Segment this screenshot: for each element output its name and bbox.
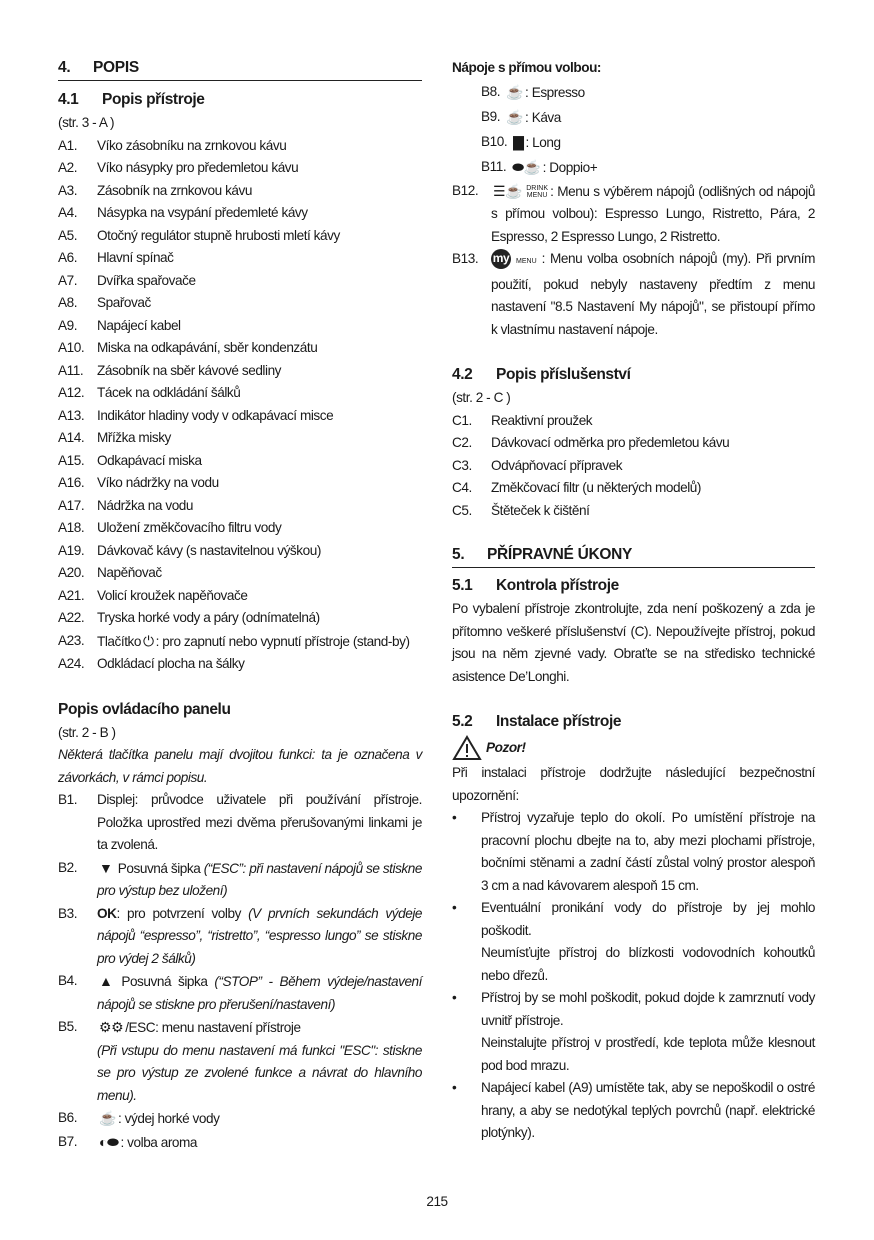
panel-item <box>58 1107 422 1131</box>
item-label: A5. <box>58 227 78 243</box>
list-item <box>58 135 422 158</box>
bullet-text: Napájecí kabel (A9) umístěte tak, aby se nepoškodil o ostré hrany, a aby se nedotýkal teplých povrchů (např. elektrické plotýnky). <box>481 1080 815 1140</box>
item-label: A23. <box>58 632 85 648</box>
item-label: A3. <box>58 182 78 198</box>
page-number: 215 <box>426 1194 448 1209</box>
item-label: A15. <box>58 452 85 468</box>
item-label: A21. <box>58 587 85 603</box>
item-text: Napájecí kabel <box>97 317 181 333</box>
section-number: 4.1 <box>58 91 79 108</box>
settings-gears-icon: ⚙⚙ <box>99 1019 124 1035</box>
installation-intro: Při instalaci přístroje dodržujte následující bezpečnostní upozornění: <box>452 765 815 803</box>
item-text: Mřížka misky <box>97 430 171 445</box>
item-label: B11. <box>481 158 507 174</box>
my-menu-icon <box>491 251 537 266</box>
item-label: A13. <box>58 407 85 423</box>
item-label: B3. <box>58 905 78 921</box>
bullet-item <box>452 1077 815 1145</box>
item-text: : Doppio+ <box>542 159 598 175</box>
panel-item <box>58 970 422 1016</box>
item-text: Odvápňovací přípravek <box>491 457 623 473</box>
item-text: Tlačítko <box>97 633 141 649</box>
espresso-cup-icon: ☕ <box>506 83 524 100</box>
item-text: Displej: průvodce uživatele při používání přístroje. Položka uprostřed mezi dvěma přerušovanými linkami je ta zvolená. <box>97 792 422 852</box>
warning-label: Pozor! <box>486 740 526 755</box>
list-item <box>58 202 422 225</box>
item-label: A6. <box>58 250 78 265</box>
bullet-text-cont: Neumísťujte přístroj do blízkosti vodovodních kohoutků nebo dřezů. <box>481 945 815 983</box>
drink-item <box>452 180 815 249</box>
list-item <box>58 607 422 630</box>
item-note: (V prvních sekundách výdeje nápojů “espresso”, “ristretto”, “espresso lungo” se stiskne pro výdej 2 šálků) <box>97 905 422 966</box>
item-label: A12. <box>58 385 85 400</box>
list-item <box>58 180 422 203</box>
item-label: C4. <box>452 480 472 495</box>
list-item <box>58 247 422 270</box>
item-label: B9. <box>481 108 501 124</box>
list-item <box>58 630 422 654</box>
item-text: Odkládací plocha na šálky <box>97 656 245 671</box>
bullet-item <box>452 897 815 987</box>
item-text: Víko zásobníku na zrnkovou kávu <box>97 137 287 153</box>
item-label: A17. <box>58 497 85 513</box>
list-item <box>58 585 422 608</box>
item-text: Štěteček k čištění <box>491 502 590 518</box>
icon-caption: MENU <box>516 258 537 265</box>
list-item <box>58 157 422 180</box>
item-text: : Espresso <box>525 84 585 100</box>
item-text: Tácek na odkládání šálků <box>97 385 241 400</box>
item-label: A9. <box>58 317 78 333</box>
doppio-icon: ⬬☕ <box>512 158 541 175</box>
panel-item <box>58 1131 422 1155</box>
item-text-cont: : pro zapnutí nebo vypnutí přístroje (stand-by) <box>155 633 410 649</box>
list-item <box>452 500 815 523</box>
bullet-icon: • <box>452 1080 457 1095</box>
list-item <box>58 540 422 563</box>
panel-item <box>58 903 422 971</box>
item-text: Indikátor hladiny vody v odkapávací misce <box>97 407 334 423</box>
section-heading-4 <box>58 57 422 81</box>
item-text: Hlavní spínač <box>97 250 174 265</box>
item-label: C5. <box>452 502 472 518</box>
item-text: Zásobník na zrnkovou kávu <box>97 182 252 198</box>
item-label: A14. <box>58 430 85 445</box>
warning-icon <box>452 735 482 761</box>
figure-reference: (str. 2 - C ) <box>452 390 511 405</box>
item-note: (Při vstupu do menu nastavení má funkci "ESC": stiskne se pro výstup ze zvolené funkce a návrat do hlavního menu). <box>97 1042 422 1103</box>
list-item <box>58 315 422 338</box>
item-text: : pro potvrzení volby <box>116 905 249 921</box>
list-item <box>58 292 422 315</box>
item-label: A10. <box>58 340 85 355</box>
item-label: C2. <box>452 435 472 450</box>
item-text: Reaktivní proužek <box>491 412 593 428</box>
list-item <box>58 472 422 495</box>
item-text: Změkčovací filtr (u některých modelů) <box>491 480 701 495</box>
list-item <box>58 337 422 360</box>
heading-4-1 <box>58 88 422 112</box>
item-text: /ESC: menu nastavení přístroje <box>125 1020 301 1035</box>
item-text: Víko násypky pro předemletou kávu <box>97 160 299 175</box>
coffee-cup-icon: ☕ <box>506 108 524 125</box>
drink-menu-icon: ☰☕ <box>493 182 523 199</box>
bullet-item <box>452 987 815 1077</box>
item-text: Dávkovač kávy (s nastavitelnou výškou) <box>97 542 321 558</box>
item-label: A1. <box>58 137 78 153</box>
list-item <box>58 562 422 585</box>
item-text: Tryska horké vody a páry (odnímatelná) <box>97 610 320 625</box>
section-title: Kontrola přístroje <box>496 577 619 594</box>
item-label: A19. <box>58 542 85 558</box>
item-label: B10. <box>481 133 508 149</box>
direct-drinks-heading: Nápoje s přímou volbou: <box>452 60 602 75</box>
item-label: A11. <box>58 362 84 378</box>
item-text: Zásobník na sběr kávové sedliny <box>97 362 282 378</box>
arrow-down-icon: ▼ <box>99 859 113 876</box>
item-label: C3. <box>452 457 472 473</box>
section-title: POPIS <box>93 59 139 76</box>
item-label: B4. <box>58 973 78 988</box>
inspection-text: Po vybalení přístroje zkontrolujte, zda není poškozený a zda je přítomno veškeré příslušenství (C). Nepoužívejte přístroj, pokud jsou na něm zjevné vady. Obraťte se na středisko technické asistence De’Longhi. <box>452 601 815 684</box>
item-label: B6. <box>58 1110 78 1125</box>
heading-4-2 <box>452 363 815 387</box>
item-text: Uložení změkčovacího filtru vody <box>97 520 282 535</box>
item-label: B5. <box>58 1019 78 1034</box>
item-text: : výdej horké vody <box>117 1111 220 1126</box>
item-label: A18. <box>58 520 85 535</box>
item-text: Napěňovač <box>97 565 162 580</box>
item-text: Miska na odkapávání, sběr kondenzátu <box>97 340 318 355</box>
section-title: Popis příslušenství <box>496 366 631 383</box>
drink-item <box>452 80 815 105</box>
section-heading-5 <box>452 544 815 568</box>
ok-label: OK <box>97 905 117 921</box>
item-text: Odkapávací miska <box>97 452 202 468</box>
icon-caption: DRINK MENU <box>526 184 548 199</box>
item-text: Spařovač <box>97 295 151 310</box>
panel-item <box>58 789 422 857</box>
arrow-up-icon: ▲ <box>99 973 113 989</box>
item-label: A24. <box>58 656 85 671</box>
list-item <box>452 455 815 478</box>
section-title: Popis přístroje <box>102 91 205 108</box>
item-label: A22. <box>58 610 85 625</box>
drink-item <box>452 130 815 155</box>
item-text: Víko nádržky na vodu <box>97 475 219 490</box>
item-label: A20. <box>58 565 85 580</box>
list-item <box>58 427 422 450</box>
panel-heading: Popis ovládacího panelu <box>58 700 231 718</box>
panel-item <box>58 1016 422 1107</box>
item-text: : Menu volba osobních nápojů (my). Při prvním použití, pokud nebyly nastaveny předtím z menu nastavení "8.5 Nastavení My nápojů", se přistoupí přímo k vlastnímu nastavení nápoje. <box>491 251 815 337</box>
item-text: : Menu s výběrem nápojů (odlišných od nápojů s přímou volbou): Espresso Lungo, Ristretto, Pára, 2 Espresso, 2 Espresso Lungo, 2 Ristretto. <box>491 183 815 244</box>
left-column <box>58 57 422 1154</box>
section-number: 4. <box>58 59 71 76</box>
item-text: Posuvná šipka <box>114 974 215 989</box>
item-label: A16. <box>58 475 85 490</box>
item-text: : Long <box>525 134 561 150</box>
hot-water-icon: ☕ <box>99 1110 116 1126</box>
figure-reference: (str. 2 - B ) <box>58 724 116 740</box>
item-text: : Káva <box>525 109 561 125</box>
section-number: 5. <box>452 546 465 563</box>
item-label: C1. <box>452 412 472 428</box>
power-icon: ⏻ <box>143 632 154 649</box>
drink-item <box>452 105 815 130</box>
bullet-text-cont: Neinstalujte přístroj v prostředí, kde teplota může klesnout pod bod mrazu. <box>481 1035 815 1073</box>
long-cup-icon: ▇ <box>513 133 524 150</box>
right-column <box>452 57 815 1145</box>
list-item <box>58 270 422 293</box>
list-item <box>58 653 422 676</box>
item-note: (“STOP” - Během výdeje/nastavení nápojů se stiskne pro přerušení/nastavení) <box>97 974 422 1012</box>
item-text: Volicí kroužek napěňovače <box>97 587 248 603</box>
list-item <box>452 410 815 433</box>
list-item <box>58 382 422 405</box>
item-label: B8. <box>481 83 501 99</box>
item-text: Nádržka na vodu <box>97 497 194 513</box>
item-label: B13. <box>452 251 479 266</box>
list-item <box>58 225 422 248</box>
list-item <box>58 450 422 473</box>
figure-reference: (str. 3 - A ) <box>58 115 115 130</box>
list-item <box>58 405 422 428</box>
item-label: A2. <box>58 160 78 175</box>
item-text: Násypka na vsypání předemleté kávy <box>97 205 308 220</box>
bullet-text: Přístroj vyzařuje teplo do okolí. Po umístění přístroje na pracovní plochu dbejte na to, aby mezi plochami přístroje, bočními stěnami a zadní částí zůstal volný prostor alespoň 3 cm a nad kávovarem alespoň 15 cm. <box>481 810 815 893</box>
aroma-beans-icon: ◐⬬ <box>99 1133 119 1150</box>
item-label: B12. <box>452 182 479 198</box>
heading-5-1 <box>452 574 815 598</box>
section-title: PŘÍPRAVNÉ ÚKONY <box>487 546 633 563</box>
list-item <box>452 432 815 455</box>
list-item <box>58 517 422 540</box>
bullet-icon: • <box>452 990 457 1005</box>
item-label: A4. <box>58 205 78 220</box>
list-item <box>58 360 422 383</box>
drink-item <box>452 248 815 341</box>
item-label: B7. <box>58 1133 78 1149</box>
panel-note: Některá tlačítka panelu mají dvojitou funkci: ta je označena v závorkách, v rámci popisu. <box>58 747 422 785</box>
bullet-item <box>452 807 815 897</box>
bullet-text: Eventuální pronikání vody do přístroje by jej mohlo poškodit. <box>481 900 815 938</box>
item-label: A8. <box>58 295 78 310</box>
section-title: Instalace přístroje <box>496 713 622 730</box>
bullet-icon: • <box>452 810 457 825</box>
bullet-icon: • <box>452 900 457 915</box>
drink-item <box>452 155 815 180</box>
item-label: B1. <box>58 792 78 807</box>
list-item <box>452 477 815 500</box>
section-number: 5.1 <box>452 577 473 594</box>
section-number: 5.2 <box>452 713 473 730</box>
item-text: : volba aroma <box>120 1134 198 1150</box>
my-badge: my <box>491 249 511 269</box>
item-label: A7. <box>58 272 78 288</box>
item-text: Otočný regulátor stupně hrubosti mletí kávy <box>97 227 340 243</box>
item-note: (“ESC”: při nastavení nápojů se stiskne pro výstup bez uložení) <box>97 860 422 898</box>
item-label: B2. <box>58 859 78 875</box>
panel-item <box>58 857 422 903</box>
bullet-text: Přístroj by se mohl poškodit, pokud dojde k zamrznutí vody uvnitř přístroje. <box>481 990 815 1028</box>
item-text: Dávkovací odměrka pro předemletou kávu <box>491 435 730 450</box>
item-text: Dvířka spařovače <box>97 272 196 288</box>
heading-5-2 <box>452 710 815 734</box>
section-number: 4.2 <box>452 366 473 383</box>
item-text: Posuvná šipka <box>114 860 204 876</box>
list-item <box>58 495 422 518</box>
